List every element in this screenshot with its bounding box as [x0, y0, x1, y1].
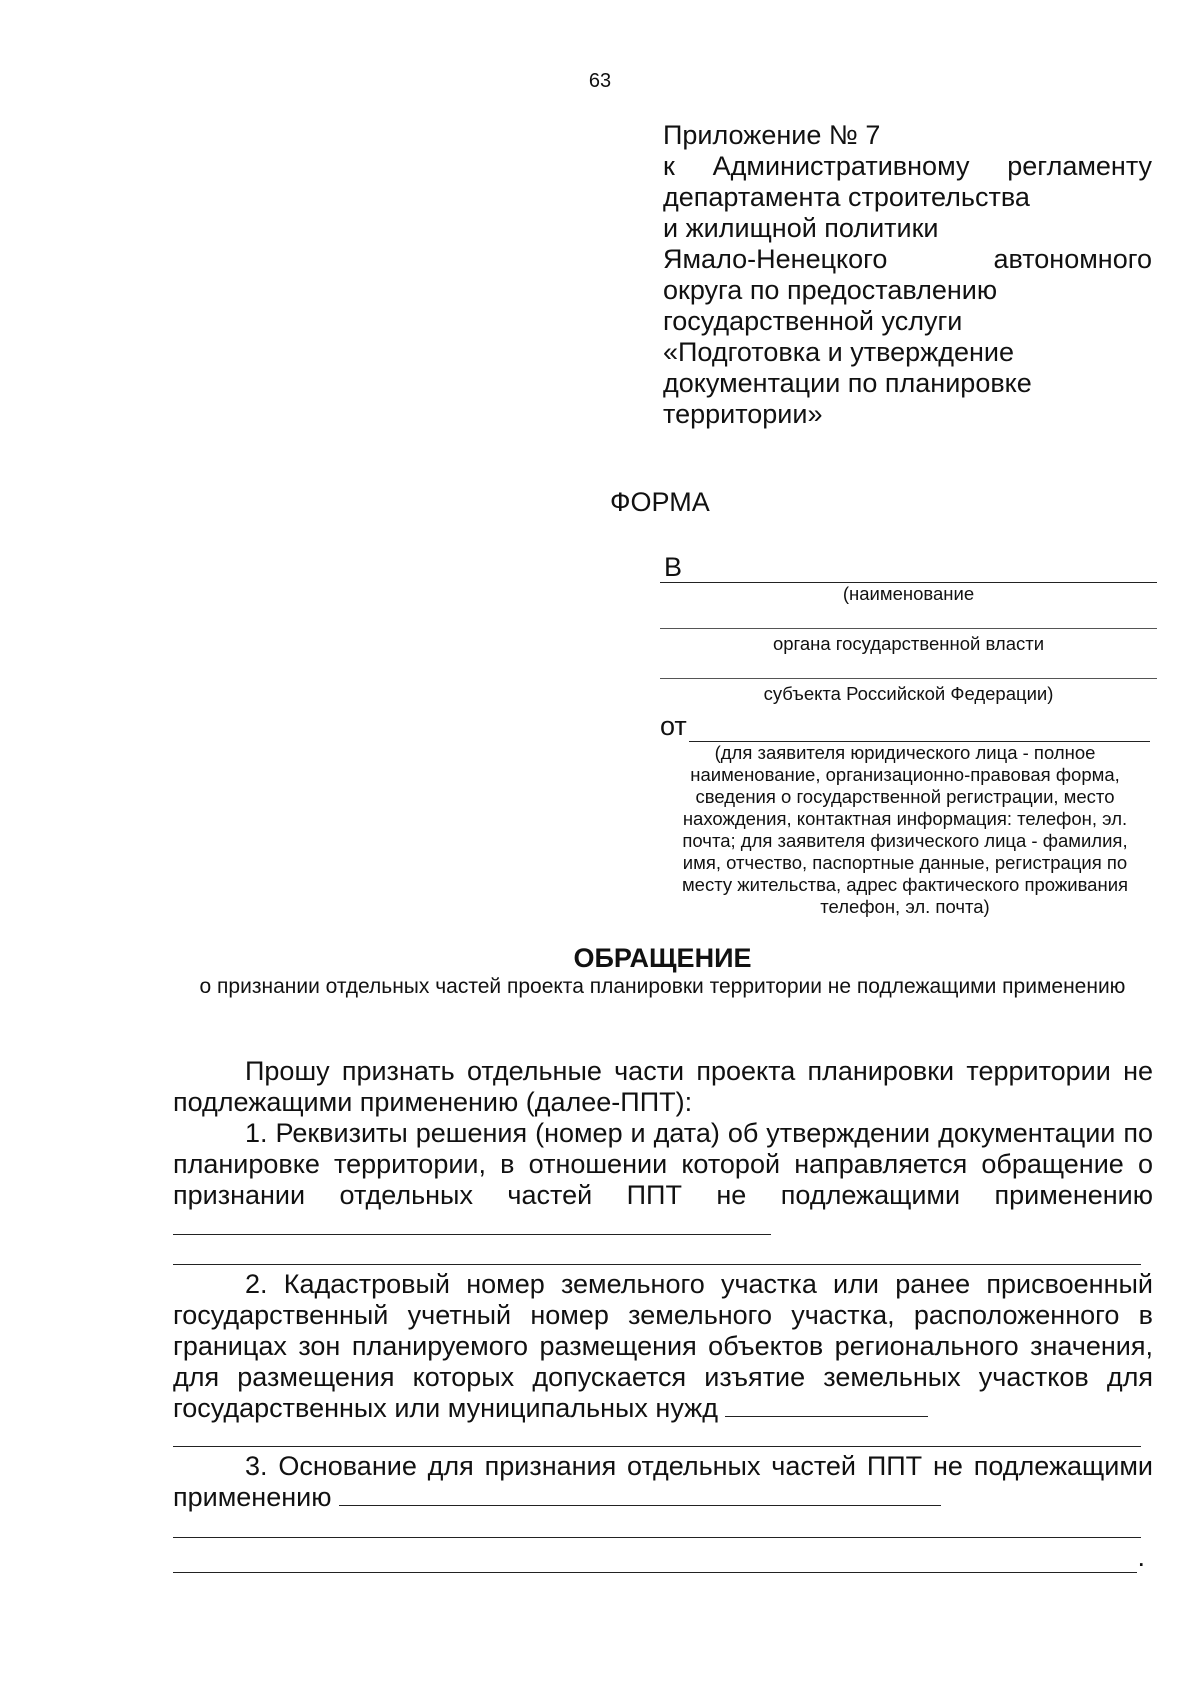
item-2 [173, 1269, 1153, 1424]
item-1-field-line[interactable] [173, 1242, 1141, 1265]
applicant-caption-line: телефон, эл. почта) [820, 896, 990, 917]
item-3 [173, 1451, 1153, 1513]
appendix-line: департамента строительства [663, 182, 1030, 212]
recipient-prefix: В [664, 552, 683, 582]
appendix-header [663, 120, 1152, 430]
item-1-text: 1. Реквизиты решения (номер и дата) об утверждении документации по планировке территории, в отношении которой направляется обращение о признании отдельных частей ППТ не подлежащими применению [173, 1118, 1153, 1210]
appendix-line: к Административному регламенту [663, 151, 1152, 181]
appendix-line: Ямало-Ненецкого автономного [663, 244, 1152, 274]
applicant-caption-line: наименование, организационно-правовая форма, [690, 764, 1120, 785]
applicant-field[interactable] [689, 713, 1150, 742]
recipient-caption: органа государственной власти [772, 633, 1045, 654]
item-1 [173, 1118, 1153, 1242]
form-label: ФОРМА [610, 487, 710, 517]
appendix-line: округа по предоставлению [663, 275, 998, 305]
item-3-last-line [173, 1542, 1153, 1573]
appendix-line: территории» [663, 399, 823, 429]
recipient-caption: (наименование [842, 583, 975, 604]
item-3-field-line[interactable] [173, 1515, 1141, 1538]
applicant-caption-line: сведения о государственной регистрации, место [695, 786, 1115, 807]
appendix-line: государственной услуги [663, 306, 963, 336]
recipient-caption: субъекта Российской Федерации) [763, 683, 1054, 704]
applicant-caption-line: нахождения, контактная информация: телефон, эл. [682, 808, 1128, 829]
page-number: 63 [588, 70, 612, 92]
item-2-field-line[interactable] [173, 1424, 1141, 1447]
applicant-caption-line: почта; для заявителя физического лица - фамилия, [682, 830, 1128, 851]
item-3-field[interactable] [339, 1483, 941, 1506]
appendix-line: и жилищной политики [663, 213, 939, 243]
applicant-caption-line: имя, отчество, паспортные данные, регистрация по [682, 852, 1128, 873]
document-subtitle: о признании отдельных частей проекта планировки территории не подлежащими применению [199, 975, 1126, 998]
applicant-caption [660, 742, 1150, 918]
recipient-block [660, 549, 1157, 705]
document-title: ОБРАЩЕНИЕ [573, 943, 752, 973]
applicant-prefix: от [660, 711, 687, 741]
applicant-caption-line: (для заявителя юридического лица - полное [714, 742, 1096, 763]
end-mark: . [1137, 1542, 1145, 1572]
recipient-field-line[interactable] [660, 605, 1157, 629]
item-3-text: 3. Основание для признания отдельных частей ППТ не подлежащими применению [173, 1451, 1153, 1512]
applicant-caption-line: месту жительства, адрес фактического проживания [681, 874, 1129, 895]
intro-paragraph: Прошу признать отдельные части проекта планировки территории не подлежащими применению (далее-ППТ): [173, 1056, 1153, 1117]
recipient-field[interactable] [660, 549, 1157, 583]
item-2-text: 2. Кадастровый номер земельного участка или ранее присвоенный государственный учетный номер земельного участка, расположенного в границах зон планируемого размещения объектов регионального значения, для размещения которых допускается изъятие земельных участков для государственных или муниципальных нужд [173, 1269, 1153, 1423]
document-body [173, 1056, 1153, 1573]
item-3-field-line[interactable] [173, 1548, 1137, 1573]
item-2-field[interactable] [725, 1394, 928, 1417]
appendix-line: документации по планировке [663, 368, 1032, 398]
item-1-field[interactable] [173, 1212, 771, 1235]
appendix-line: «Подготовка и утверждение [663, 337, 1014, 367]
appendix-line: Приложение № 7 [663, 120, 881, 150]
recipient-field-line[interactable] [660, 655, 1157, 679]
applicant-row [660, 711, 1150, 742]
